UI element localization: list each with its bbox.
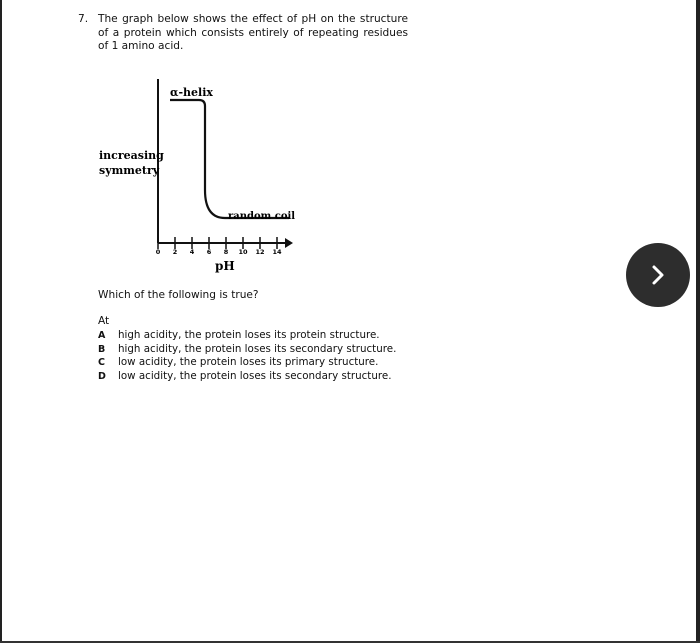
left-frame-border xyxy=(0,0,2,643)
chevron-right-icon xyxy=(647,264,669,286)
question-text: The graph below shows the effect of pH on the structure of a protein which consists entirely of repeating residues of 1 amino acid. xyxy=(98,13,408,52)
tick-label: 14 xyxy=(272,248,282,256)
tick-label: 4 xyxy=(189,248,195,256)
ph-structure-graph xyxy=(97,72,297,277)
x-axis-label: pH xyxy=(215,259,235,273)
tick-label: 12 xyxy=(255,248,265,256)
question-number: 7. xyxy=(78,13,89,25)
option-letter: D xyxy=(98,370,106,382)
option-text: low acidity, the protein loses its primary structure. xyxy=(118,356,379,368)
option-letter: C xyxy=(98,357,105,368)
x-tick-labels xyxy=(156,248,282,256)
x-axis-arrowhead xyxy=(285,238,293,248)
tick-label: 10 xyxy=(238,248,248,256)
tick-label: 6 xyxy=(206,248,212,256)
question-prompt: Which of the following is true? xyxy=(98,289,259,301)
random-coil-label: random coil xyxy=(228,211,296,222)
option-text: high acidity, the protein loses its secondary structure. xyxy=(118,342,397,355)
next-button[interactable] xyxy=(626,243,690,307)
tick-label: 8 xyxy=(223,248,229,256)
option-text: high acidity, the protein loses its protein structure. xyxy=(118,329,380,341)
graph-canvas xyxy=(97,72,297,277)
option-letter: B xyxy=(98,343,106,355)
structure-curve xyxy=(170,100,289,218)
y-axis-label-increasing: increasing xyxy=(99,149,164,162)
option-text: low acidity, the protein loses its secondary structure. xyxy=(118,369,392,382)
tick-label: 0 xyxy=(155,248,161,256)
options-intro: At xyxy=(98,315,110,327)
y-axis-label-symmetry: symmetry xyxy=(99,164,160,177)
alpha-helix-label: α-helix xyxy=(170,86,213,99)
tick-label: 2 xyxy=(172,248,178,256)
option-letter: A xyxy=(98,330,106,341)
right-frame-border xyxy=(696,0,700,643)
